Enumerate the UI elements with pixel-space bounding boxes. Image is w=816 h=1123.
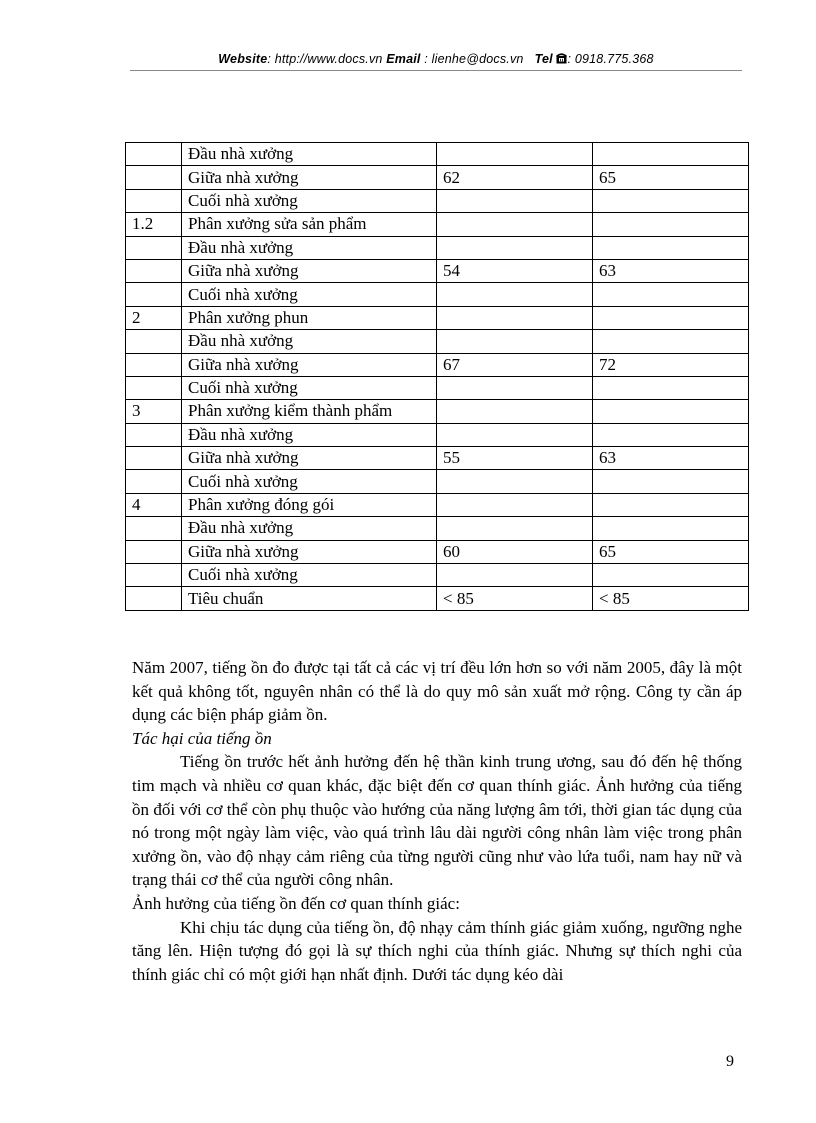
row-index-cell (126, 189, 182, 212)
row-index-cell (126, 259, 182, 282)
value-2007-cell (593, 306, 749, 329)
phone-icon (556, 53, 567, 67)
body-text (132, 656, 742, 986)
location-cell: Giữa nhà xưởng (182, 259, 437, 282)
value-2005-cell (437, 564, 593, 587)
location-cell: Cuối nhà xưởng (182, 564, 437, 587)
value-2005-cell (437, 376, 593, 399)
table-row (126, 400, 749, 423)
header-divider (130, 70, 742, 71)
value-2007-cell (593, 423, 749, 446)
table-row (126, 283, 749, 306)
paragraph-comparison: Năm 2007, tiếng ồn đo được tại tất cả các vị trí đều lớn hơn so với năm 2005, đây là một kết quả không tốt, nguyên nhân có thể là do quy mô sản xuất mở rộng. Công ty cần áp dụng các biện pháp giảm ồn. (132, 658, 742, 725)
tel-label: Tel (534, 52, 553, 66)
row-index-cell (126, 423, 182, 446)
page-header (130, 52, 742, 67)
value-2007-cell: 72 (593, 353, 749, 376)
paragraph-hearing-effect: Khi chịu tác dụng của tiếng ồn, độ nhạy cảm thính giác giảm xuống, ngưỡng nghe tăng lên. Hiện tượng đó gọi là sự thích nghi của thính giác. Nhưng sự thích nghi của thính giác chỉ có một giới hạn nhất định. Dưới tác dụng kéo dài (132, 917, 742, 984)
location-cell: Giữa nhà xưởng (182, 447, 437, 470)
value-2005-cell: 62 (437, 166, 593, 189)
value-2005-cell (437, 517, 593, 540)
location-cell: Phân xưởng đóng gói (182, 493, 437, 516)
value-2007-cell (593, 493, 749, 516)
row-index-cell: 1.2 (126, 213, 182, 236)
table-row (126, 259, 749, 282)
value-2005-cell (437, 493, 593, 516)
value-2007-cell (593, 189, 749, 212)
location-cell: Cuối nhà xưởng (182, 189, 437, 212)
row-index-cell (126, 447, 182, 470)
row-index-cell (126, 330, 182, 353)
location-cell: Cuối nhà xưởng (182, 470, 437, 493)
table-row (126, 447, 749, 470)
page-number: 9 (726, 1053, 734, 1070)
table-row (126, 493, 749, 516)
row-index-cell (126, 283, 182, 306)
location-cell: Phân xưởng kiểm thành phẩm (182, 400, 437, 423)
location-cell: Giữa nhà xưởng (182, 540, 437, 563)
table-row (126, 189, 749, 212)
email-label: Email (386, 52, 421, 66)
location-cell: Tiêu chuẩn (182, 587, 437, 610)
row-index-cell (126, 236, 182, 259)
location-cell: Phân xưởng phun (182, 306, 437, 329)
value-2007-cell (593, 213, 749, 236)
row-index-cell (126, 517, 182, 540)
table-row (126, 236, 749, 259)
value-2007-cell: < 85 (593, 587, 749, 610)
row-index-cell (126, 353, 182, 376)
row-index-cell (126, 376, 182, 399)
value-2005-cell (437, 283, 593, 306)
value-2005-cell: < 85 (437, 587, 593, 610)
value-2005-cell: 60 (437, 540, 593, 563)
value-2007-cell: 65 (593, 540, 749, 563)
value-2005-cell (437, 306, 593, 329)
value-2007-cell (593, 470, 749, 493)
value-2007-cell (593, 236, 749, 259)
heading-hearing-effect: Ảnh hưởng của tiếng ồn đến cơ quan thính giác: (132, 893, 460, 913)
location-cell: Đầu nhà xưởng (182, 143, 437, 166)
row-index-cell (126, 540, 182, 563)
table-row (126, 587, 749, 610)
value-2007-cell: 63 (593, 447, 749, 470)
value-2005-cell (437, 470, 593, 493)
value-2005-cell (437, 400, 593, 423)
table-row (126, 330, 749, 353)
location-cell: Cuối nhà xưởng (182, 283, 437, 306)
row-index-cell: 4 (126, 493, 182, 516)
location-cell: Đầu nhà xưởng (182, 330, 437, 353)
value-2007-cell (593, 330, 749, 353)
value-2005-cell (437, 330, 593, 353)
value-2005-cell (437, 189, 593, 212)
table-row (126, 166, 749, 189)
location-cell: Giữa nhà xưởng (182, 166, 437, 189)
row-index-cell (126, 143, 182, 166)
row-index-cell (126, 166, 182, 189)
heading-noise-harm: Tác hại của tiếng ồn (132, 728, 272, 748)
website-label: Website (218, 52, 268, 66)
row-index-cell (126, 564, 182, 587)
email-value: : lienhe@docs.vn (420, 52, 524, 66)
value-2007-cell: 63 (593, 259, 749, 282)
table-row (126, 376, 749, 399)
website-value: : http://www.docs.vn (267, 52, 383, 66)
value-2007-cell (593, 564, 749, 587)
value-2005-cell: 55 (437, 447, 593, 470)
value-2005-cell (437, 236, 593, 259)
location-cell: Đầu nhà xưởng (182, 423, 437, 446)
table-row (126, 353, 749, 376)
table-row (126, 423, 749, 446)
value-2005-cell: 54 (437, 259, 593, 282)
value-2005-cell (437, 143, 593, 166)
value-2007-cell (593, 376, 749, 399)
value-2007-cell (593, 283, 749, 306)
value-2007-cell (593, 517, 749, 540)
row-index-cell: 3 (126, 400, 182, 423)
noise-measurement-table (125, 142, 749, 611)
location-cell: Đầu nhà xưởng (182, 517, 437, 540)
value-2007-cell (593, 143, 749, 166)
value-2007-cell: 65 (593, 166, 749, 189)
tel-value: : 0918.775.368 (567, 52, 654, 66)
value-2005-cell (437, 213, 593, 236)
value-2005-cell (437, 423, 593, 446)
location-cell: Giữa nhà xưởng (182, 353, 437, 376)
paragraph-noise-harm: Tiếng ồn trước hết ảnh hưởng đến hệ thần kinh trung ương, sau đó đến hệ thống tim mạch và nhiều cơ quan khác, đặc biệt đến cơ quan thính giác. Ảnh hưởng của tiếng ồn đối với cơ thể còn phụ thuộc vào hướng của năng lượng âm tới, thời gian tác dụng của nó trong một ngày làm việc, vào quá trình lâu dài người công nhân làm việc trong phân xưởng ồn, vào độ nhạy cảm riêng của từng người cũng như vào lứa tuổi, nam hay nữ và trạng thái cơ thể của người công nhân. (132, 752, 742, 890)
table-row (126, 540, 749, 563)
row-index-cell (126, 587, 182, 610)
table-row (126, 213, 749, 236)
location-cell: Đầu nhà xưởng (182, 236, 437, 259)
row-index-cell: 2 (126, 306, 182, 329)
row-index-cell (126, 470, 182, 493)
location-cell: Cuối nhà xưởng (182, 376, 437, 399)
table-row (126, 470, 749, 493)
value-2007-cell (593, 400, 749, 423)
value-2005-cell: 67 (437, 353, 593, 376)
table-row (126, 517, 749, 540)
location-cell: Phân xưởng sửa sản phẩm (182, 213, 437, 236)
table-row (126, 143, 749, 166)
table-row (126, 306, 749, 329)
table-row (126, 564, 749, 587)
